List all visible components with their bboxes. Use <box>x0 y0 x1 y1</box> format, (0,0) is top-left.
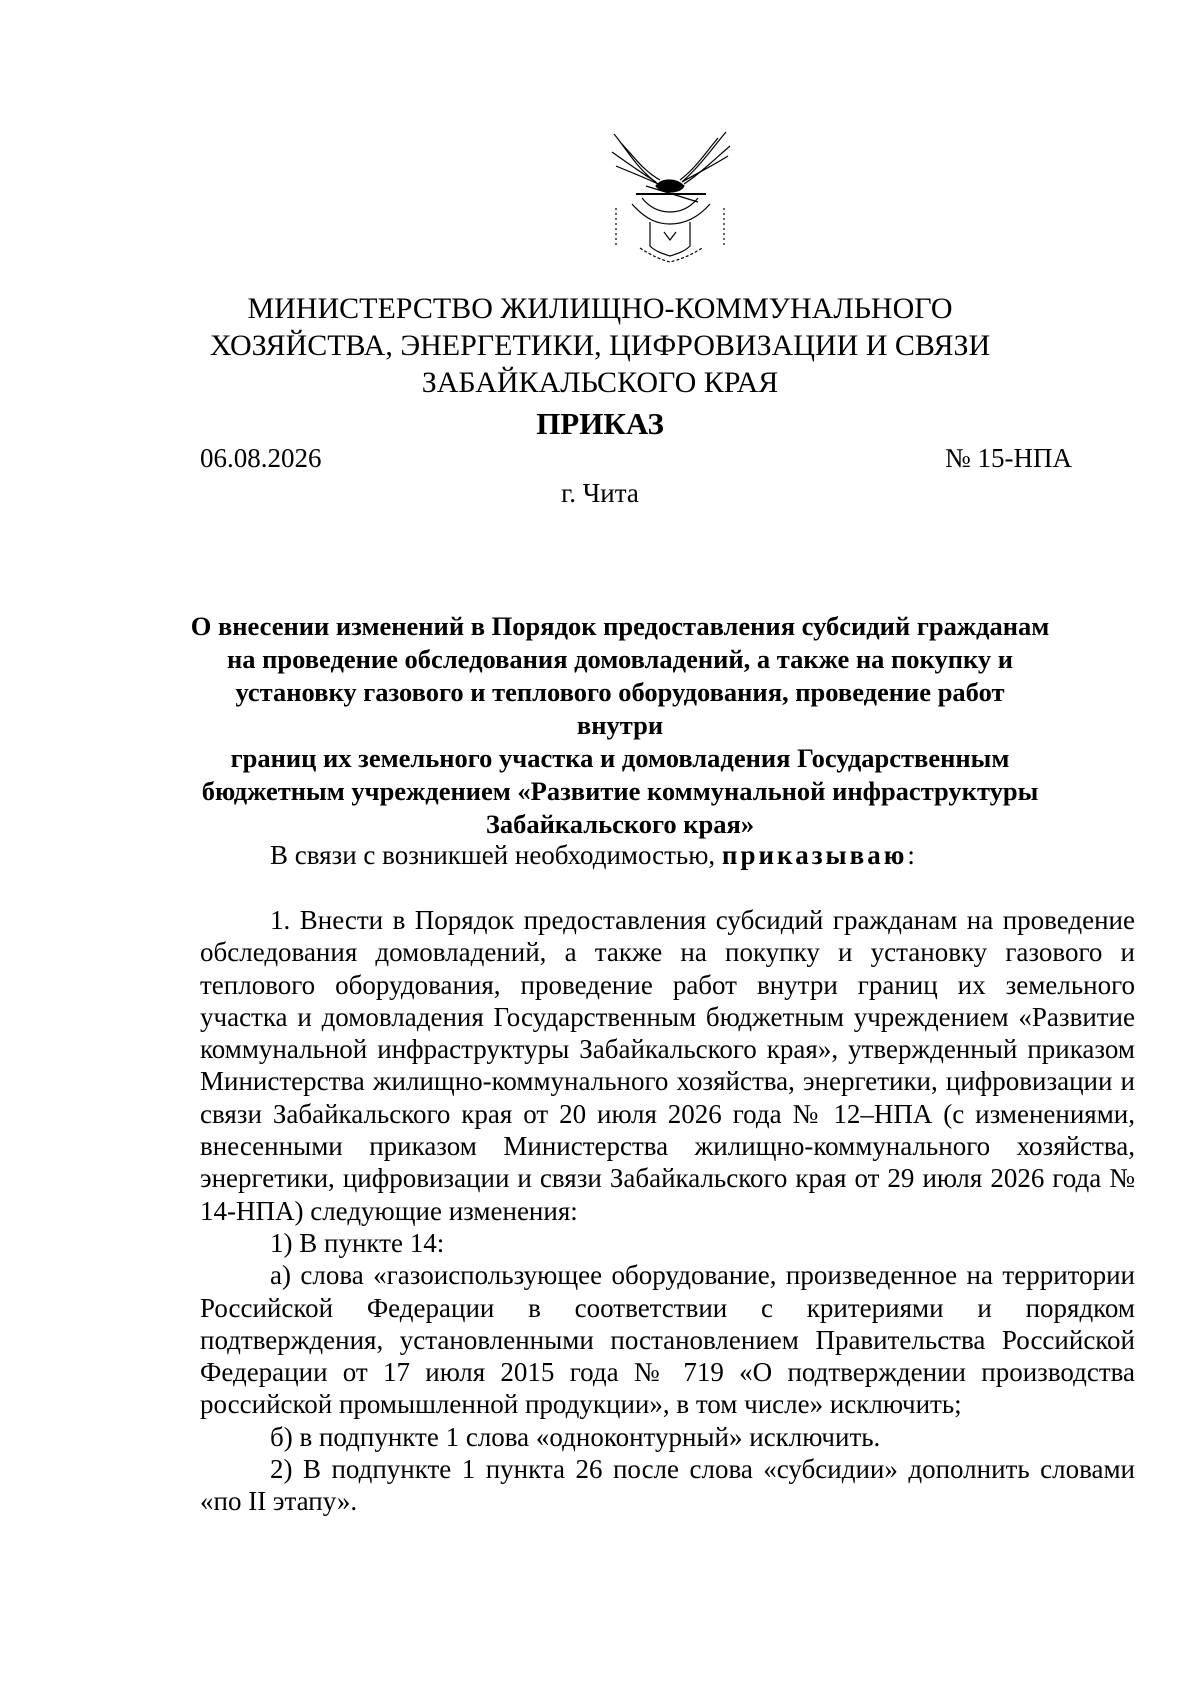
ministry-line: МИНИСТЕРСТВО ЖИЛИЩНО-КОММУНАЛЬНОГО <box>247 292 953 325</box>
ministry-line: ХОЗЯЙСТВА, ЭНЕРГЕТИКИ, ЦИФРОВИЗАЦИИ И СВЯЗИ <box>209 329 991 362</box>
coat-of-arms-icon <box>606 128 736 266</box>
paragraph-item-1: 1. Внести в Порядок предоставления субсидий гражданам на проведение обследования домовладений, а также на покупку и установку газового и теплового оборудования, проведение работ внутри границ их земельного участка и домовладения Государственным бюджетным учреждением «Развитие коммунальной инфраструктуры Забайкальского края», утвержденный приказом Министерства жилищно-коммунального хозяйства, энергетики, цифровизации и связи Забайкальского края от 20 июля 2026 года № 12–НПА (с изменениями, внесенными приказом Министерства жилищно-коммунального хозяйства, энергетики, цифровизации и связи Забайкальского края от 29 июля 2026 года № 14-НПА) следующие изменения: <box>200 905 1135 1226</box>
preamble <box>270 838 915 872</box>
document-number: № 15-НПА <box>945 443 1072 473</box>
document-type: ПРИКАЗ <box>536 406 664 441</box>
paragraph-subitem-2: 2) В подпункте 1 пункта 26 после слова «субсидии» дополнить словами «по II этапу». <box>200 1454 1135 1517</box>
document-title <box>190 610 1050 841</box>
title-line: бюджетным учреждением «Развитие коммунальной инфраструктуры <box>201 776 1039 806</box>
title-line: установку газового и теплового оборудования, проведение работ внутри <box>235 677 1005 740</box>
document-body <box>200 904 1135 1518</box>
preamble-order-word: приказываю <box>721 840 908 870</box>
preamble-suffix: : <box>907 840 915 870</box>
paragraph-subitem-a: а) слова «газоиспользующее оборудование, произведенное на территории Российской Федерации в соответствии с критериями и порядком подтверждения, установленными постановлением Правительства Российской Федерации от 17 июля 2015 года № 719 «О подтверждении производства российской промышленной продукции», в том числе» исключить; <box>200 1260 1135 1420</box>
paragraph-subitem-b: б) в подпункте 1 слова «одноконтурный» исключить. <box>270 1421 881 1452</box>
ministry-name <box>160 290 1040 401</box>
title-line: Забайкальского края» <box>485 809 755 839</box>
preamble-text: В связи с возникшей необходимостью, <box>270 840 722 870</box>
document-date: 06.08.2026 <box>200 443 322 473</box>
ministry-line: ЗАБАЙКАЛЬСКОГО КРАЯ <box>421 366 779 399</box>
title-line: О внесении изменений в Порядок предоставления субсидий гражданам <box>190 611 1050 641</box>
title-line: границ их земельного участка и домовладения Государственным <box>230 743 1010 773</box>
title-line: на проведение обследования домовладений, а также на покупку и <box>227 644 1013 674</box>
paragraph-subitem-1: 1) В пункте 14: <box>270 1227 445 1258</box>
document-city: г. Чита <box>561 478 639 508</box>
